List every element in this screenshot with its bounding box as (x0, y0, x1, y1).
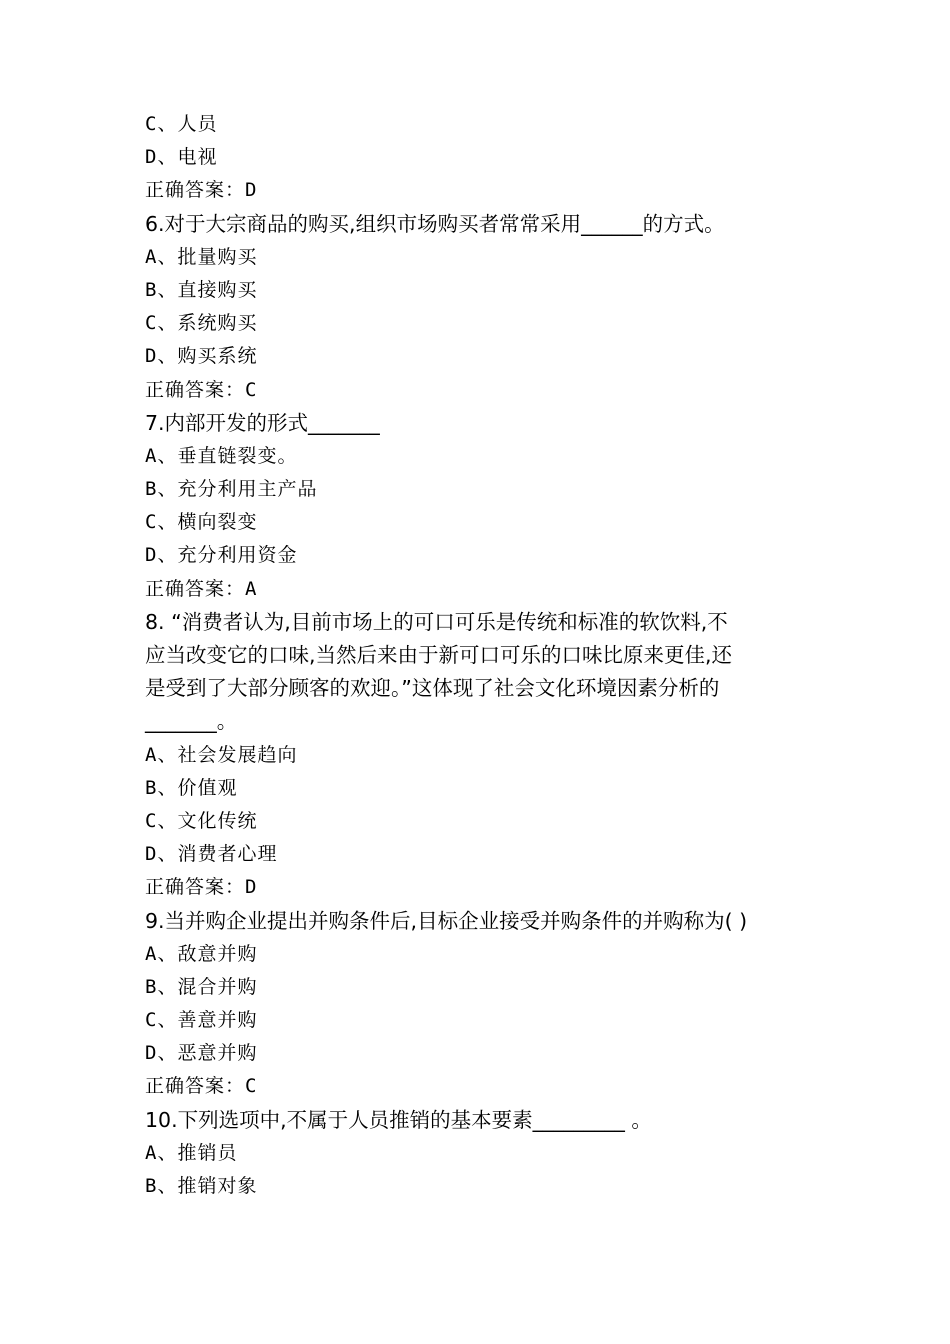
option-line: B、充分利用主产品 (145, 478, 318, 501)
question-line: 应当改变它的口味,当然后来由于新可口可乐的口味比原来更佳,还 (145, 643, 733, 667)
option-line: A、推销员 (145, 1141, 238, 1164)
option-line: D、购买系统 (145, 345, 258, 368)
option-line: C、善意并购 (145, 1009, 258, 1032)
option-line: C、人员 (145, 113, 218, 135)
option-line: B、直接购买 (145, 278, 258, 301)
answer-line: 正确答案：D (145, 179, 258, 202)
option-line: B、推销对象 (145, 1175, 258, 1197)
question-line: 10.下列选项中,不属于人员推销的基本要素_________ 。 (145, 1107, 652, 1132)
option-line: A、敌意并购 (145, 942, 258, 965)
question-line: 6.对于大宗商品的购买,组织市场购买者常常采用______的方式。 (145, 211, 725, 236)
question-line: 8. “消费者认为,目前市场上的可口可乐是传统和标准的软饮料,不 (145, 609, 728, 634)
option-line: A、社会发展趋向 (145, 743, 298, 766)
question-line: 7.内部开发的形式_______ (145, 410, 380, 435)
question-line: 是受到了大部分顾客的欢迎。”这体现了社会文化环境因素分析的 (145, 676, 720, 701)
question-line: _______。 (145, 709, 238, 734)
document-page (145, 108, 825, 1203)
option-line: C、文化传统 (145, 809, 258, 832)
question-line: 9.当并购企业提出并购条件后,目标企业接受并购条件的并购称为( ) (145, 908, 748, 933)
answer-line: 正确答案：D (145, 876, 258, 899)
option-line: A、批量购买 (145, 245, 258, 268)
answer-line: 正确答案：C (145, 378, 258, 401)
option-line: B、混合并购 (145, 975, 258, 998)
option-line: A、垂直链裂变。 (145, 444, 298, 467)
option-line: D、消费者心理 (145, 843, 278, 866)
option-line: B、价值观 (145, 776, 238, 799)
option-line: C、横向裂变 (145, 511, 258, 534)
answer-line: 正确答案：A (145, 577, 258, 600)
option-line: D、恶意并购 (145, 1042, 258, 1065)
option-line: D、电视 (145, 146, 218, 169)
answer-line: 正确答案：C (145, 1075, 258, 1098)
option-line: D、充分利用资金 (145, 544, 298, 567)
option-line: C、系统购买 (145, 312, 258, 335)
